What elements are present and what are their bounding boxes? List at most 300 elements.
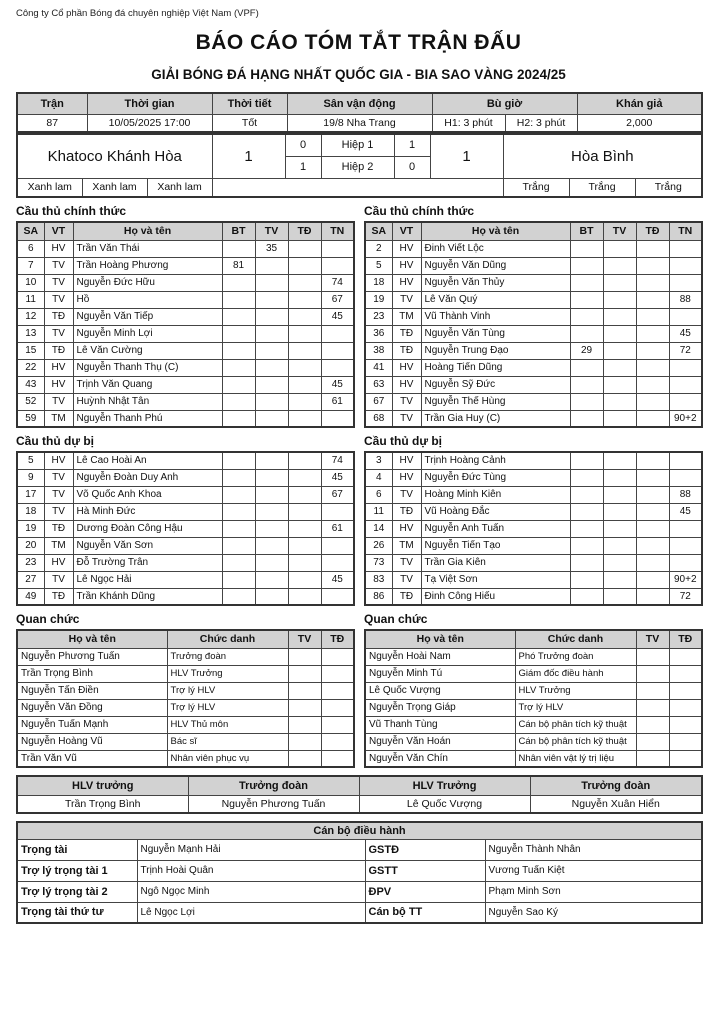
player-position: HV <box>392 452 421 469</box>
red-card-minute <box>636 588 669 605</box>
header-official-name: Họ và tên <box>17 630 167 648</box>
player-name: Nguyễn Văn Sơn <box>73 537 222 554</box>
red-card-minute <box>288 469 321 486</box>
table-row <box>17 733 354 750</box>
home-head-coach-label: HLV trưởng <box>17 776 188 795</box>
table-row <box>17 554 354 571</box>
substitution-minute <box>669 452 702 469</box>
player-shirt-number: 15 <box>17 342 44 359</box>
header-yellow-cards: TV <box>603 222 636 240</box>
added-time-h1: H1: 3 phút <box>432 114 505 132</box>
substitution-minute <box>669 359 702 376</box>
executives-title: Cán bộ điều hành <box>17 822 702 839</box>
player-position: TV <box>392 486 421 503</box>
scoreboard-row-1 <box>17 134 702 156</box>
official-yellow-card <box>288 716 321 733</box>
official-role: Nhân viên vật lý trị liệu <box>515 750 636 767</box>
official-yellow-card <box>288 648 321 665</box>
player-name: Nguyễn Minh Lợi <box>73 325 222 342</box>
player-shirt-number: 13 <box>17 325 44 342</box>
official-role: Cán bộ phân tích kỹ thuật <box>515 716 636 733</box>
player-shirt-number: 11 <box>17 291 44 308</box>
player-position: HV <box>392 469 421 486</box>
player-shirt-number: 2 <box>365 240 392 257</box>
away-head-coach-label: HLV Trưởng <box>359 776 530 795</box>
header-official-role: Chức danh <box>515 630 636 648</box>
table-row <box>17 308 354 325</box>
table-row <box>365 359 702 376</box>
player-shirt-number: 14 <box>365 520 392 537</box>
player-name: Hoàng Minh Kiên <box>421 486 570 503</box>
header-position: VT <box>44 222 73 240</box>
table-row <box>17 376 354 393</box>
player-shirt-number: 49 <box>17 588 44 605</box>
official-red-card <box>669 733 702 750</box>
player-name: Trần Gia Huy (C) <box>421 410 570 427</box>
official-red-card <box>669 750 702 767</box>
yellow-card-minute <box>603 393 636 410</box>
substitution-minute: 67 <box>321 291 354 308</box>
substitution-minute: 72 <box>669 342 702 359</box>
official-role: Trợ lý HLV <box>515 699 636 716</box>
official-red-card <box>321 648 354 665</box>
home-kit-shorts: Xanh lam <box>82 178 147 197</box>
table-row <box>17 274 354 291</box>
home-subs-body <box>17 452 354 605</box>
player-name: Nguyễn Sỹ Đức <box>421 376 570 393</box>
player-shirt-number: 38 <box>365 342 392 359</box>
header-shirt-number: SA <box>17 222 44 240</box>
official-name: Nguyễn Hoài Nam <box>365 648 515 665</box>
substitution-minute: 72 <box>669 588 702 605</box>
goal-minute: 81 <box>222 257 255 274</box>
table-row <box>365 274 702 291</box>
red-card-minute <box>288 376 321 393</box>
goal-minute <box>222 410 255 427</box>
player-name: Nguyễn Đức Hữu <box>73 274 222 291</box>
player-shirt-number: 43 <box>17 376 44 393</box>
scoreboard-table <box>16 133 703 198</box>
away-team-leader-label: Trưởng đoàn <box>530 776 702 795</box>
player-name: Dương Đoàn Công Hậu <box>73 520 222 537</box>
player-position: TĐ <box>44 342 73 359</box>
player-shirt-number: 83 <box>365 571 392 588</box>
substitution-minute <box>669 537 702 554</box>
goal-minute <box>570 240 603 257</box>
substitution-minute <box>321 554 354 571</box>
away-officials-body <box>365 648 702 767</box>
table-row <box>17 839 702 860</box>
yellow-card-minute <box>255 537 288 554</box>
official-yellow-card <box>288 750 321 767</box>
away-officials-table <box>364 629 703 768</box>
away-team-leader-name: Nguyễn Xuân Hiển <box>530 795 702 813</box>
table-row <box>17 486 354 503</box>
official-red-card <box>321 682 354 699</box>
official-role: Phó Trưởng đoàn <box>515 648 636 665</box>
substitution-minute <box>321 588 354 605</box>
player-position: TV <box>392 291 421 308</box>
away-kit-socks: Trắng <box>635 178 702 197</box>
table-row <box>17 291 354 308</box>
exec-role-label: Cán bộ TT <box>365 902 485 923</box>
exec-person-name: Lê Ngọc Lợi <box>137 902 365 923</box>
exec-role-label: Trọng tài <box>17 839 137 860</box>
table-row <box>17 342 354 359</box>
substitution-minute <box>321 537 354 554</box>
official-role: HLV Thủ môn <box>167 716 288 733</box>
yellow-card-minute <box>255 393 288 410</box>
away-kit-shirt: Trắng <box>503 178 569 197</box>
player-position: TV <box>44 469 73 486</box>
official-role: Nhân viên phục vụ <box>167 750 288 767</box>
player-position: HV <box>392 359 421 376</box>
substitution-minute: 90+2 <box>669 571 702 588</box>
table-row <box>365 682 702 699</box>
header-position: VT <box>392 222 421 240</box>
official-name: Nguyễn Văn Chín <box>365 750 515 767</box>
official-red-card <box>669 665 702 682</box>
player-position: TĐ <box>44 588 73 605</box>
goal-minute <box>222 393 255 410</box>
exec-person-name: Ngô Ngọc Minh <box>137 881 365 902</box>
official-name: Nguyễn Tấn Điền <box>17 682 167 699</box>
red-card-minute <box>288 291 321 308</box>
substitution-minute: 45 <box>321 376 354 393</box>
substitution-minute: 88 <box>669 291 702 308</box>
substitution-minute: 74 <box>321 274 354 291</box>
red-card-minute <box>288 359 321 376</box>
yellow-card-minute <box>255 291 288 308</box>
official-red-card <box>669 682 702 699</box>
player-position: HV <box>44 376 73 393</box>
goal-minute <box>570 393 603 410</box>
player-position: TĐ <box>44 308 73 325</box>
table-row <box>365 537 702 554</box>
player-position: TĐ <box>392 503 421 520</box>
table-row <box>17 902 702 923</box>
header-goals: BT <box>570 222 603 240</box>
substitution-minute: 74 <box>321 452 354 469</box>
player-name: Đinh Công Hiếu <box>421 588 570 605</box>
player-name: Trần Văn Thái <box>73 240 222 257</box>
official-yellow-card <box>636 682 669 699</box>
goal-minute <box>570 376 603 393</box>
player-shirt-number: 6 <box>17 240 44 257</box>
official-name: Lê Quốc Vượng <box>365 682 515 699</box>
home-starters-title: Cầu thủ chính thức <box>16 204 127 218</box>
goal-minute <box>570 410 603 427</box>
table-row <box>365 520 702 537</box>
red-card-minute <box>288 325 321 342</box>
table-row <box>17 537 354 554</box>
player-name: Tạ Việt Sơn <box>421 571 570 588</box>
official-yellow-card <box>288 682 321 699</box>
goal-minute <box>222 588 255 605</box>
player-shirt-number: 52 <box>17 393 44 410</box>
yellow-card-minute <box>603 554 636 571</box>
player-shirt-number: 4 <box>365 469 392 486</box>
goal-minute <box>570 452 603 469</box>
player-name: Nguyễn Thanh Phú <box>73 410 222 427</box>
player-name: Nguyễn Anh Tuấn <box>421 520 570 537</box>
official-yellow-card <box>636 665 669 682</box>
exec-role-label: Trợ lý trọng tài 1 <box>17 860 137 881</box>
player-position: TV <box>44 486 73 503</box>
header-shirt-number: SA <box>365 222 392 240</box>
red-card-minute <box>636 291 669 308</box>
official-yellow-card <box>636 648 669 665</box>
goal-minute <box>570 274 603 291</box>
player-shirt-number: 11 <box>365 503 392 520</box>
header-added-time: Bù giờ <box>432 93 577 114</box>
official-yellow-card <box>636 733 669 750</box>
official-name: Trần Văn Vũ <box>17 750 167 767</box>
table-row <box>17 682 354 699</box>
yellow-card-minute <box>255 469 288 486</box>
player-position: TM <box>44 410 73 427</box>
kit-row-spacer <box>212 178 503 197</box>
kit-colors-row <box>17 178 702 197</box>
table-row <box>17 648 354 665</box>
table-row <box>365 486 702 503</box>
goal-minute <box>570 520 603 537</box>
official-name: Vũ Thanh Tùng <box>365 716 515 733</box>
substitution-minute: 45 <box>669 503 702 520</box>
header-goals: BT <box>222 222 255 240</box>
exec-person-name: Nguyễn Sao Ký <box>485 902 702 923</box>
substitution-minute <box>669 393 702 410</box>
goal-minute <box>222 486 255 503</box>
lineup-header-row <box>365 222 702 240</box>
exec-person-name: Vương Tuấn Kiệt <box>485 860 702 881</box>
match-datetime: 10/05/2025 17:00 <box>87 114 212 132</box>
official-name: Trần Trọng Bình <box>17 665 167 682</box>
goal-minute <box>570 554 603 571</box>
player-name: Nguyễn Văn Dũng <box>421 257 570 274</box>
player-position: HV <box>44 452 73 469</box>
goal-minute <box>570 588 603 605</box>
official-red-card <box>321 750 354 767</box>
yellow-card-minute <box>603 520 636 537</box>
player-shirt-number: 3 <box>365 452 392 469</box>
away-kit-shorts: Trắng <box>569 178 635 197</box>
player-name: Nguyễn Đoàn Duy Anh <box>73 469 222 486</box>
player-position: TV <box>392 393 421 410</box>
exec-role-label: GSTĐ <box>365 839 485 860</box>
table-row <box>365 648 702 665</box>
header-stadium: Sân vận động <box>287 93 432 114</box>
player-name: Nguyễn Văn Tiếp <box>73 308 222 325</box>
red-card-minute <box>636 537 669 554</box>
yellow-card-minute <box>603 537 636 554</box>
substitution-minute: 61 <box>321 520 354 537</box>
player-position: TV <box>392 571 421 588</box>
yellow-card-minute <box>603 240 636 257</box>
match-info-table <box>16 92 703 133</box>
player-shirt-number: 19 <box>365 291 392 308</box>
executives-title-row <box>17 822 702 839</box>
match-info-value-row <box>17 114 702 132</box>
yellow-card-minute <box>255 520 288 537</box>
red-card-minute <box>636 257 669 274</box>
player-name: Nguyễn Văn Thủy <box>421 274 570 291</box>
red-card-minute <box>636 469 669 486</box>
table-row <box>365 393 702 410</box>
red-card-minute <box>636 240 669 257</box>
away-starters-title: Cầu thủ chính thức <box>364 204 475 218</box>
player-position: TM <box>392 308 421 325</box>
red-card-minute <box>288 393 321 410</box>
substitution-minute <box>669 376 702 393</box>
table-row <box>365 733 702 750</box>
official-role: Trưởng đoàn <box>167 648 288 665</box>
player-position: TV <box>392 410 421 427</box>
goal-minute <box>570 537 603 554</box>
home-team-leader-name: Nguyễn Phương Tuấn <box>188 795 359 813</box>
away-starters-table <box>364 221 703 428</box>
substitution-minute <box>321 257 354 274</box>
player-position: TĐ <box>392 325 421 342</box>
away-head-coach-name: Lê Quốc Vượng <box>359 795 530 813</box>
officials-header-row <box>365 630 702 648</box>
official-name: Nguyễn Trọng Giáp <box>365 699 515 716</box>
yellow-card-minute <box>255 257 288 274</box>
coach-value-row <box>17 795 702 813</box>
player-shirt-number: 18 <box>365 274 392 291</box>
half1-home-score: 0 <box>285 134 321 156</box>
red-card-minute <box>636 452 669 469</box>
exec-role-label: Trợ lý trọng tài 2 <box>17 881 137 902</box>
player-shirt-number: 5 <box>17 452 44 469</box>
red-card-minute <box>636 308 669 325</box>
substitution-minute: 45 <box>321 308 354 325</box>
red-card-minute <box>288 554 321 571</box>
player-name: Lê Văn Quý <box>421 291 570 308</box>
yellow-card-minute <box>603 469 636 486</box>
yellow-card-minute <box>603 359 636 376</box>
player-position: TV <box>44 393 73 410</box>
away-starters-body <box>365 240 702 427</box>
yellow-card-minute <box>255 554 288 571</box>
player-position: HV <box>392 520 421 537</box>
home-starters-body <box>17 240 354 427</box>
official-role: Trợ lý HLV <box>167 682 288 699</box>
player-shirt-number: 12 <box>17 308 44 325</box>
table-row <box>17 520 354 537</box>
player-position: TĐ <box>392 342 421 359</box>
home-subs-table <box>16 451 355 606</box>
home-officials-title: Quan chức <box>16 612 80 626</box>
goal-minute <box>570 571 603 588</box>
red-card-minute <box>636 503 669 520</box>
player-shirt-number: 23 <box>17 554 44 571</box>
goal-minute <box>222 554 255 571</box>
player-shirt-number: 67 <box>365 393 392 410</box>
half2-home-score: 1 <box>285 156 321 178</box>
yellow-card-minute <box>603 291 636 308</box>
goal-minute <box>570 359 603 376</box>
goal-minute: 29 <box>570 342 603 359</box>
official-yellow-card <box>636 699 669 716</box>
table-row <box>365 554 702 571</box>
player-shirt-number: 36 <box>365 325 392 342</box>
goal-minute <box>222 376 255 393</box>
player-name: Huỳnh Nhật Tân <box>73 393 222 410</box>
goal-minute <box>222 537 255 554</box>
table-row <box>365 257 702 274</box>
player-shirt-number: 7 <box>17 257 44 274</box>
official-red-card <box>321 699 354 716</box>
substitution-minute <box>321 359 354 376</box>
table-row <box>365 571 702 588</box>
official-role: HLV Trưởng <box>167 665 288 682</box>
match-no: 87 <box>17 114 87 132</box>
table-row <box>365 452 702 469</box>
home-team-column <box>16 198 353 768</box>
yellow-card-minute <box>603 588 636 605</box>
goal-minute <box>222 469 255 486</box>
home-officials-body <box>17 648 354 767</box>
table-row <box>17 750 354 767</box>
red-card-minute <box>288 537 321 554</box>
table-row <box>365 240 702 257</box>
player-position: HV <box>392 257 421 274</box>
table-row <box>365 325 702 342</box>
header-substitutions: TN <box>669 222 702 240</box>
table-row <box>17 571 354 588</box>
goal-minute <box>222 342 255 359</box>
goal-minute <box>222 274 255 291</box>
lineup-header-row <box>17 222 354 240</box>
red-card-minute <box>288 308 321 325</box>
substitution-minute <box>321 325 354 342</box>
official-red-card <box>669 716 702 733</box>
substitution-minute <box>669 469 702 486</box>
player-shirt-number: 18 <box>17 503 44 520</box>
substitution-minute: 67 <box>321 486 354 503</box>
header-weather: Thời tiết <box>212 93 287 114</box>
player-shirt-number: 9 <box>17 469 44 486</box>
away-team-name: Hòa Bình <box>503 134 702 178</box>
player-name: Nguyễn Thế Hùng <box>421 393 570 410</box>
player-position: TV <box>44 274 73 291</box>
coach-header-row <box>17 776 702 795</box>
table-row <box>365 291 702 308</box>
yellow-card-minute <box>255 410 288 427</box>
header-official-name: Họ và tên <box>365 630 515 648</box>
player-name: Hồ <box>73 291 222 308</box>
red-card-minute <box>288 342 321 359</box>
player-shirt-number: 41 <box>365 359 392 376</box>
substitution-minute <box>321 240 354 257</box>
home-kit-socks: Xanh lam <box>147 178 212 197</box>
red-card-minute <box>636 325 669 342</box>
table-row <box>17 452 354 469</box>
player-position: TĐ <box>44 520 73 537</box>
tournament-name: GIẢI BÓNG ĐÁ HẠNG NHẤT QUỐC GIA - BIA SAO VÀNG 2024/25 <box>151 67 566 82</box>
away-subs-body <box>365 452 702 605</box>
header-official-role: Chức danh <box>167 630 288 648</box>
yellow-card-minute <box>255 503 288 520</box>
player-name: Lê Cao Hoài An <box>73 452 222 469</box>
substitution-minute: 45 <box>321 469 354 486</box>
official-name: Nguyễn Hoàng Vũ <box>17 733 167 750</box>
red-card-minute <box>288 588 321 605</box>
header-official-red: TĐ <box>321 630 354 648</box>
red-card-minute <box>288 410 321 427</box>
table-row <box>17 881 702 902</box>
